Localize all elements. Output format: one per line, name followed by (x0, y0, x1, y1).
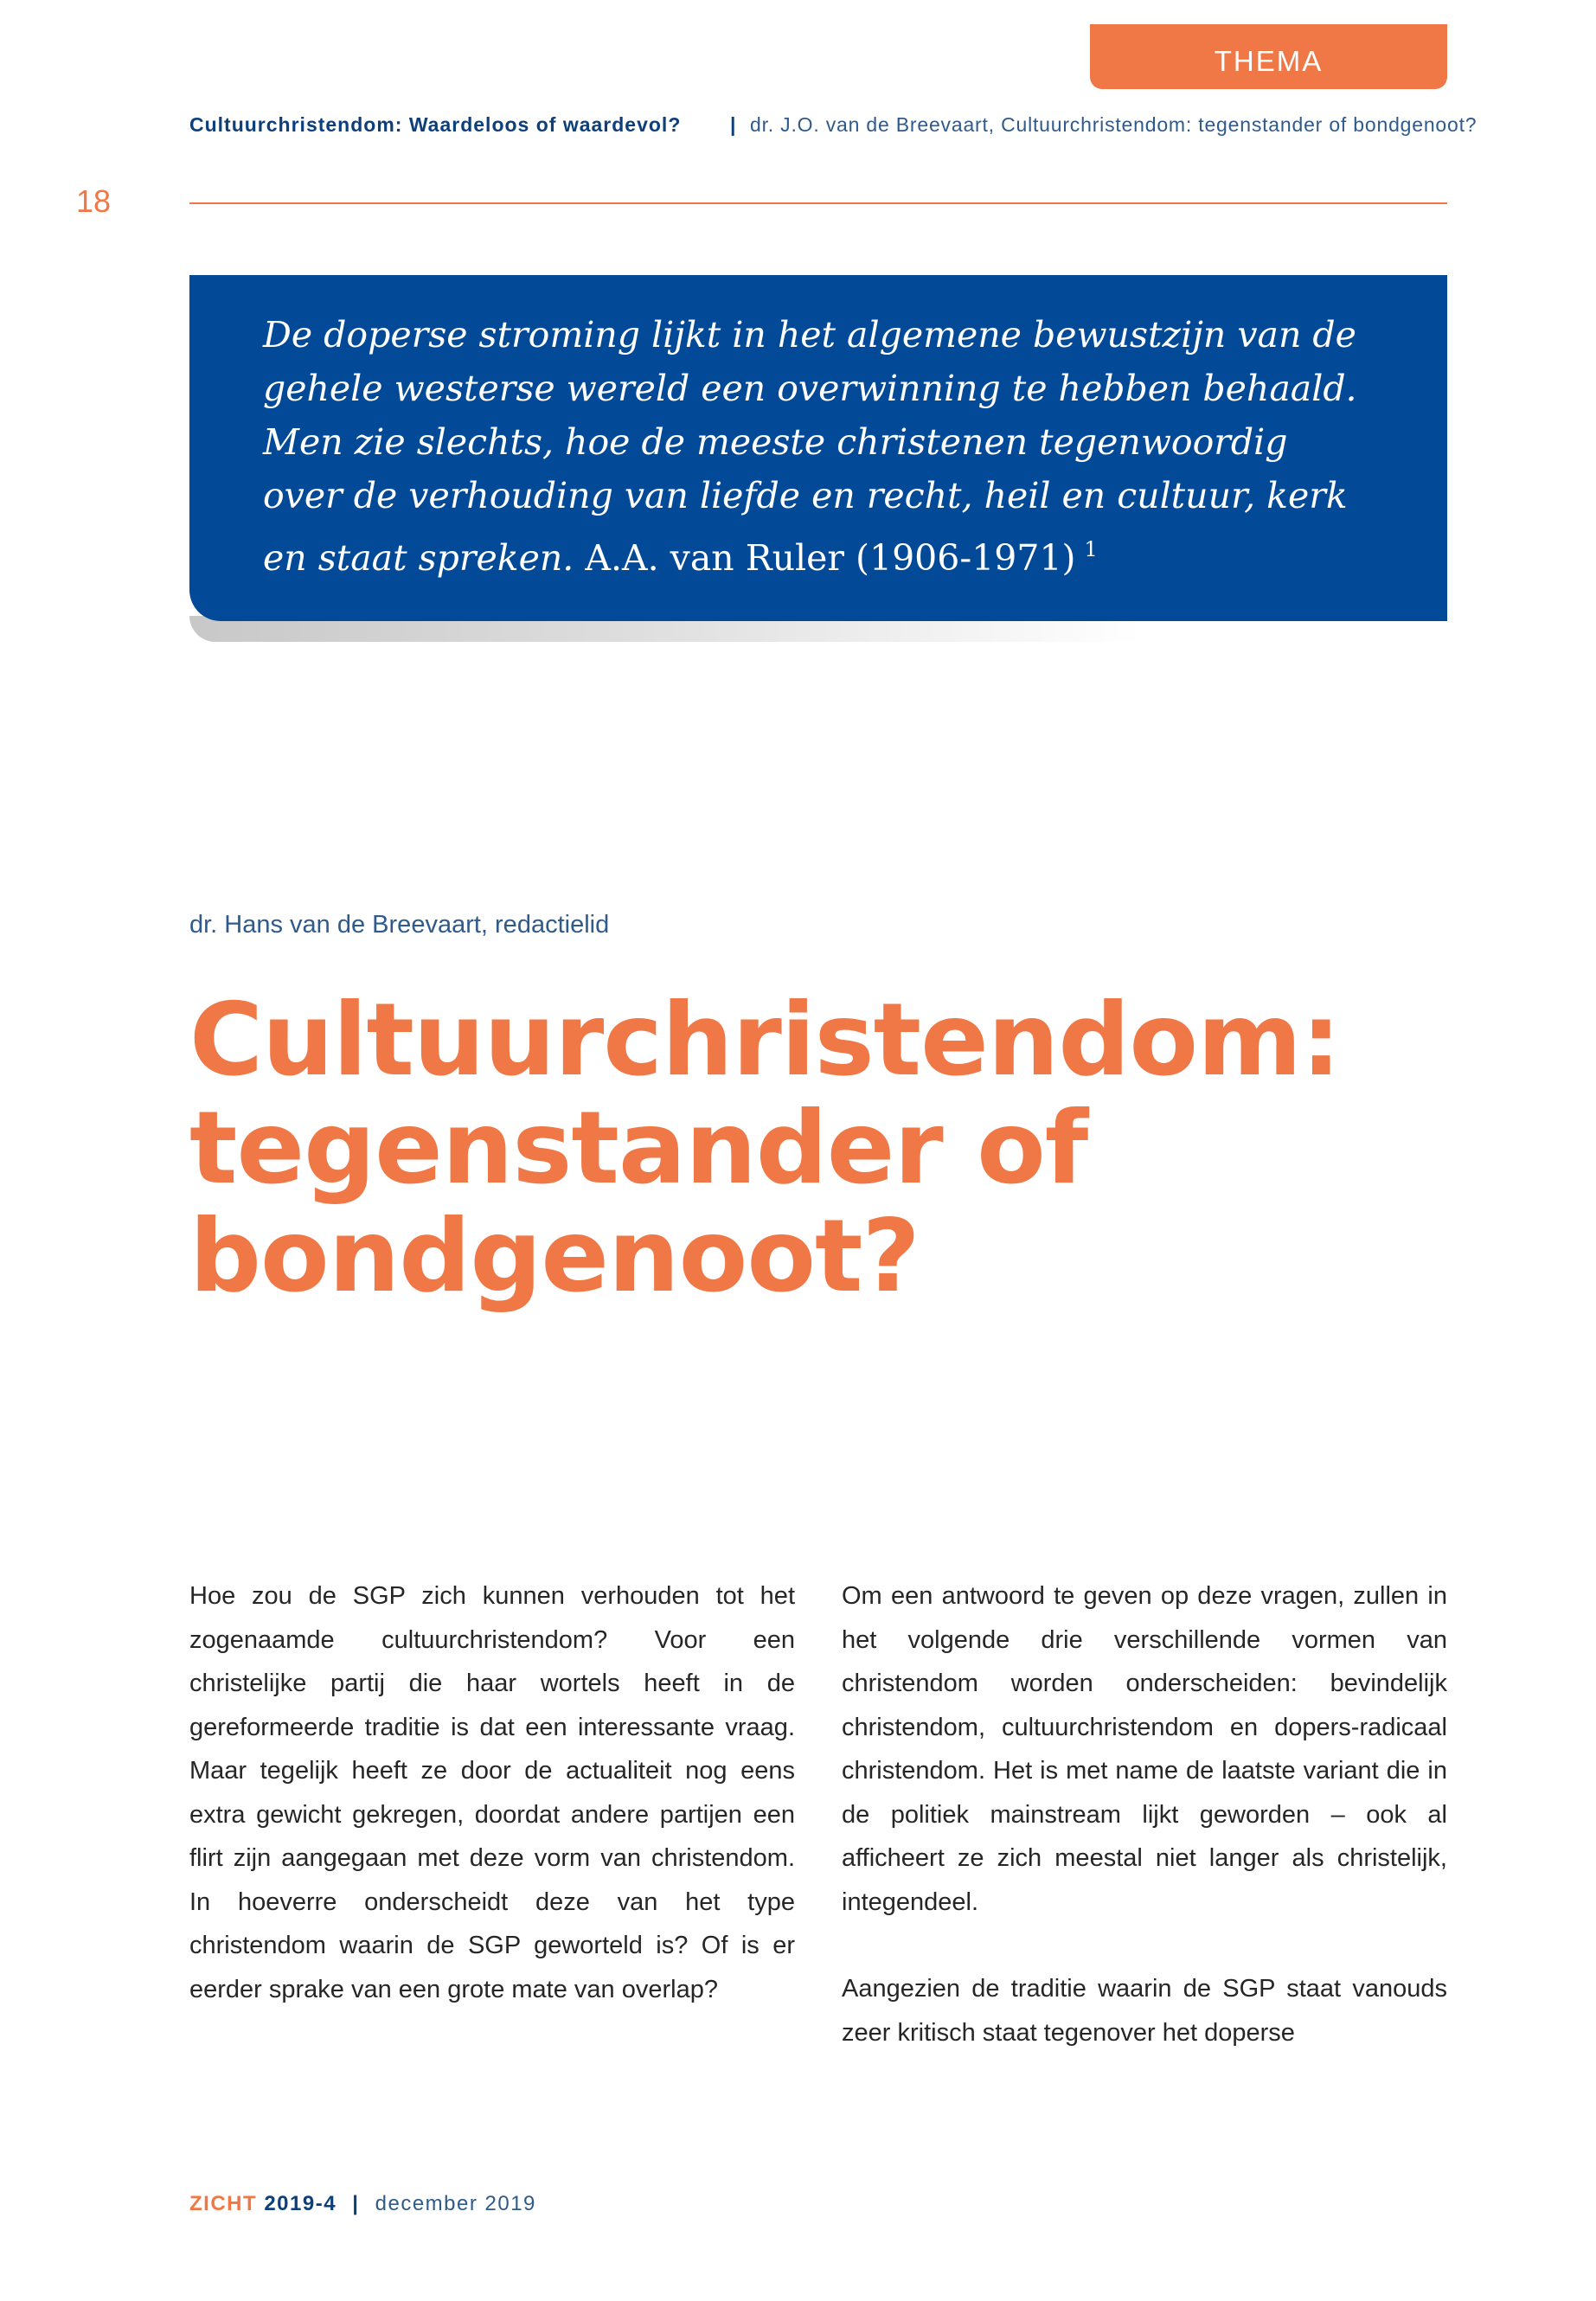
issue-number: 2019-4 (264, 2192, 337, 2215)
article-title (189, 982, 1447, 1315)
body-paragraph: Aangezien de traditie waarin de SGP staat vanouds zeer kritisch staat tegenover het doperse (842, 1975, 1447, 2047)
footer-separator: | (352, 2192, 360, 2215)
article-title-line: tegenstander of (189, 1090, 1088, 1207)
running-title: Cultuurchristendom: Waardeloos of waardevol? (189, 113, 682, 136)
issue-date: december 2019 (375, 2192, 536, 2215)
body-column-right (842, 1574, 1447, 2098)
running-head-separator: | (730, 113, 737, 136)
running-reference: dr. J.O. van de Breevaart, Cultuurchristendom: tegenstander of bondgenoot? (750, 113, 1477, 136)
page-number: 18 (76, 183, 112, 219)
pull-quote-text: De doperse stroming lijkt in het algemene bewustzijn van de gehele westerse wereld een overwinning te hebben behaald. Men zie slechts, hoe de meeste christenen tegenwoordig over de verhouding van liefde en recht, heil en cultuur, kerk en staat spreken. (263, 314, 1357, 579)
section-tab: THEMA (1090, 24, 1447, 89)
magazine-name: ZICHT (189, 2192, 258, 2215)
article-title-line: Cultuurchristendom: (189, 982, 1341, 1099)
body-paragraph: Om een antwoord te geven op deze vragen, zullen in het volgende drie verschillende vormen van christendom worden onderscheiden: bevindelijk christendom, cultuurchristendom en dopers-radicaal christendom. Het is met name de laatste variant die in de politiek mainstream lijkt geworden – ook al afficheert ze zich meestal niet langer als christelijk, integendeel. (842, 1582, 1447, 1916)
footnote-marker: 1 (1084, 537, 1098, 561)
page-footer (189, 2192, 536, 2216)
body-paragraph: Hoe zou de SGP zich kunnen verhouden tot het zogenaamde cultuurchristendom? Voor een christelijke partij die haar wortels heeft in de gereformeerde traditie is dat een interessante vraag. Maar tegelijk heeft ze door de actualiteit nog eens extra gewicht gekregen, doordat andere partijen een flirt zijn aangegaan met deze vorm van christendom. In hoeverre onderscheidt deze van het type christendom waarin de SGP geworteld is? Of is er eerder sprake van een grote mate van overlap? (189, 1582, 795, 2003)
author-byline: dr. Hans van de Breevaart, redactielid (189, 911, 610, 939)
header-divider (189, 202, 1447, 204)
pull-quote-box (189, 275, 1447, 621)
pull-quote (263, 308, 1361, 585)
article-title-line: bondgenoot? (189, 1198, 920, 1315)
pull-quote-author: A.A. van Ruler (1906-1971) (585, 537, 1076, 579)
body-column-left (189, 1574, 795, 2054)
